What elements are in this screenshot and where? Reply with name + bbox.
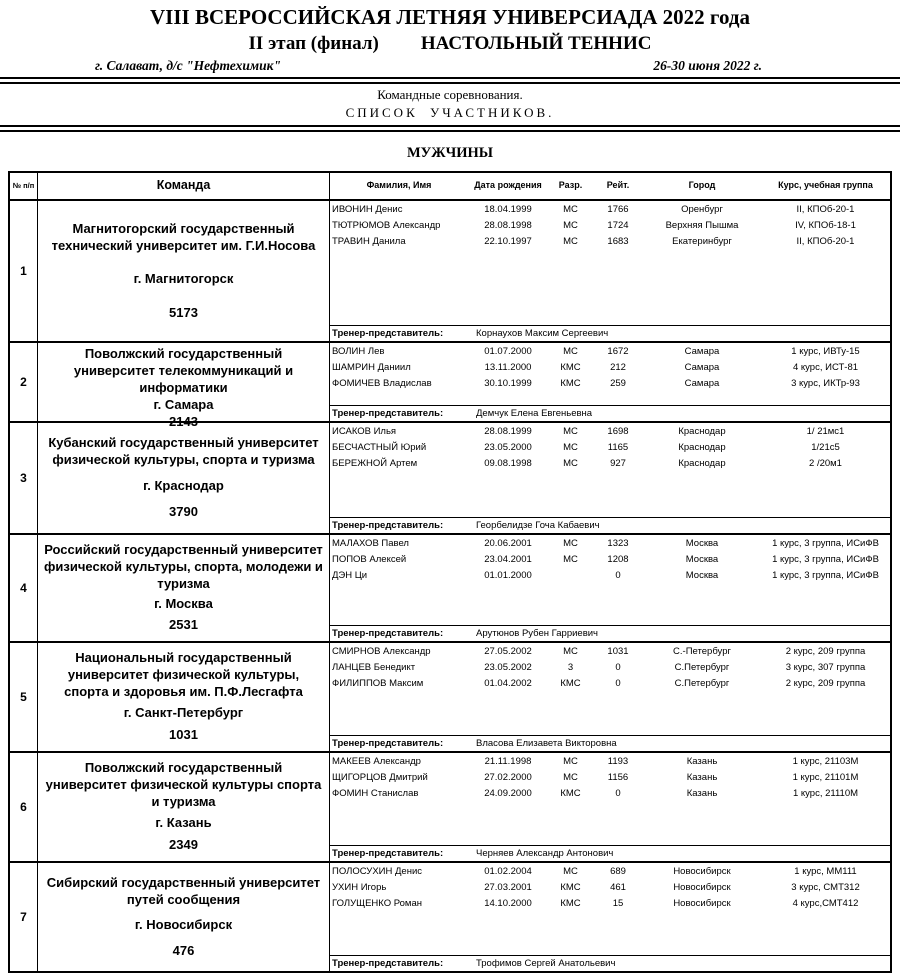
- player-city: Самара: [684, 345, 720, 357]
- team-id: 3790: [169, 504, 198, 520]
- player-name: ЩИГОРЦОВ Дмитрий: [332, 771, 428, 783]
- player-group: 4 курс, ИСТ-81: [792, 361, 859, 373]
- team-info: [38, 643, 329, 751]
- player-row: [330, 895, 890, 911]
- player-rating: 461: [610, 881, 626, 893]
- player-city: Новосибирск: [673, 865, 731, 877]
- player-city: С.Петербург: [674, 661, 730, 673]
- list-title: СПИСОК УЧАСТНИКОВ.: [345, 105, 555, 121]
- team-id: 1031: [169, 726, 198, 742]
- player-dob: 01.07.2000: [484, 345, 532, 357]
- team-info: [38, 535, 329, 641]
- team-name: Сибирский государственный университет путей сообщения: [46, 874, 321, 907]
- competition-type: Командные соревнования.: [377, 87, 523, 103]
- player-dob: 01.02.2004: [484, 865, 532, 877]
- empty-space: [330, 583, 890, 625]
- team-number: 5: [10, 643, 38, 751]
- player-rating: 1766: [607, 203, 629, 215]
- player-group: 1/21с5: [811, 441, 840, 453]
- team-id: 2349: [169, 836, 198, 852]
- team-cell: [38, 753, 330, 861]
- player-group: 2 /20м1: [809, 457, 842, 469]
- trainer-row: [330, 325, 890, 341]
- venue-text: г. Салават, д/с "Нефтехимик": [95, 58, 281, 74]
- player-city: Краснодар: [678, 457, 726, 469]
- player-rank: МС: [563, 235, 578, 247]
- team-id: 2143: [169, 413, 198, 429]
- player-rank: МС: [563, 755, 578, 767]
- team-info: [38, 863, 329, 971]
- player-rank: МС: [563, 203, 578, 215]
- trainer-row: [330, 955, 890, 971]
- col-header-rank: Разр.: [558, 180, 583, 191]
- player-city: Верхняя Пышма: [665, 219, 739, 231]
- team-city: г. Москва: [154, 596, 213, 612]
- player-rating: 0: [615, 677, 621, 689]
- empty-space: [330, 691, 890, 735]
- player-rating: 259: [610, 377, 626, 389]
- player-name: ДЭН Ци: [332, 569, 368, 581]
- player-dob: 01.01.2000: [484, 569, 532, 581]
- team-number: 4: [10, 535, 38, 641]
- player-row: [330, 535, 890, 551]
- player-row: [330, 785, 890, 801]
- team-row: [10, 641, 890, 751]
- player-city: Самара: [684, 361, 720, 373]
- player-dob: 13.11.2000: [484, 361, 532, 373]
- team-row: [10, 533, 890, 641]
- col-header-name: Фамилия, Имя: [366, 180, 432, 191]
- player-dob: 23.05.2000: [484, 441, 532, 453]
- team-row: [10, 421, 890, 533]
- empty-space: [330, 801, 890, 845]
- player-rank: МС: [563, 345, 578, 357]
- empty-space: [330, 471, 890, 517]
- player-name: УХИН Игорь: [332, 881, 387, 893]
- team-row: [10, 861, 890, 971]
- trainer-label: Тренер-представитель:: [332, 848, 444, 860]
- player-name: ШАМРИН Даниил: [332, 361, 411, 373]
- player-group: IV, КПОб-18-1: [795, 219, 856, 231]
- section-title-men: МУЖЧИНЫ: [406, 145, 494, 162]
- participants-table: [8, 171, 892, 973]
- player-rating: 927: [610, 457, 626, 469]
- venue-line: [0, 56, 900, 77]
- player-row: [330, 567, 890, 583]
- team-city: г. Краснодар: [143, 478, 224, 494]
- player-name: ИВОНИН Денис: [332, 203, 403, 215]
- player-rank: МС: [563, 219, 578, 231]
- team-players-zone: [330, 535, 890, 641]
- player-city: Москва: [685, 569, 719, 581]
- team-players-zone: [330, 863, 890, 971]
- player-name: ВОЛИН Лев: [332, 345, 385, 357]
- player-city: Новосибирск: [673, 897, 731, 909]
- player-rank: МС: [563, 457, 578, 469]
- player-dob: 20.06.2001: [484, 537, 532, 549]
- player-row: [330, 455, 890, 471]
- trainer-name: Георбелидзе Гоча Кабаевич: [476, 520, 600, 532]
- team-name: Национальный государственный университет физической культуры, спорта и здоровья им. П.Ф.Лесгафта: [64, 650, 303, 700]
- player-rank: МС: [563, 537, 578, 549]
- player-name: ФИЛИППОВ Максим: [332, 677, 424, 689]
- player-dob: 27.05.2002: [484, 645, 532, 657]
- stage-label: II этап (финал): [248, 33, 379, 55]
- trainer-name: Черняев Александр Антонович: [476, 848, 614, 860]
- player-group: 2 курс, 209 группа: [785, 677, 866, 689]
- trainer-name: Власова Елизавета Викторовна: [476, 738, 617, 750]
- player-dob: 27.03.2001: [484, 881, 532, 893]
- player-rank: КМС: [560, 677, 581, 689]
- player-group: 3 курс, СМТ312: [791, 881, 860, 893]
- player-row: [330, 753, 890, 769]
- player-city: Новосибирск: [673, 881, 731, 893]
- trainer-label: Тренер-представитель:: [332, 628, 444, 640]
- col-header-city: Город: [688, 180, 716, 191]
- player-rating: 1672: [607, 345, 629, 357]
- player-city: Казань: [686, 771, 718, 783]
- player-dob: 28.08.1999: [484, 425, 532, 437]
- player-dob: 30.10.1999: [484, 377, 532, 389]
- trainer-name: Трофимов Сергей Анатольевич: [476, 958, 616, 970]
- player-row: [330, 551, 890, 567]
- col-header-number: № п/п: [10, 173, 38, 199]
- divider-bottom: [0, 125, 900, 132]
- team-name: Российский государственный университет физической культуры, спорта, молодежи и туризма: [44, 541, 323, 591]
- team-id: 2531: [169, 617, 198, 633]
- player-group: 1 курс, 21101М: [792, 771, 859, 783]
- team-name: Магнитогорский государственный технический университет им. Г.И.Носова: [51, 220, 316, 253]
- trainer-label: Тренер-представитель:: [332, 520, 444, 532]
- player-rating: 0: [615, 569, 621, 581]
- player-city: Москва: [685, 553, 719, 565]
- player-name: ТЮТРЮМОВ Александр: [332, 219, 441, 231]
- player-rating: 689: [610, 865, 626, 877]
- player-group: 3 курс, 307 группа: [785, 661, 866, 673]
- player-city: Москва: [685, 537, 719, 549]
- player-name: ЛАНЦЕВ Бенедикт: [332, 661, 416, 673]
- player-row: [330, 439, 890, 455]
- empty-space: [330, 249, 890, 325]
- team-id: 5173: [169, 304, 198, 320]
- dates-text: 26-30 июня 2022 г.: [653, 58, 762, 74]
- player-city: Самара: [684, 377, 720, 389]
- player-rank: МС: [563, 771, 578, 783]
- team-city: г. Новосибирск: [134, 917, 233, 933]
- player-row: [330, 675, 890, 691]
- team-city: г. Самара: [153, 396, 214, 412]
- player-row: [330, 201, 890, 217]
- divider-top: [0, 77, 900, 84]
- team-row: [10, 201, 890, 341]
- player-name: ФОМИЧЕВ Владислав: [332, 377, 432, 389]
- trainer-label: Тренер-представитель:: [332, 738, 444, 750]
- trainer-label: Тренер-представитель:: [332, 958, 444, 970]
- team-info: [38, 423, 329, 533]
- player-dob: 24.09.2000: [484, 787, 532, 799]
- table-header-row: [10, 173, 890, 201]
- player-dob: 09.08.1998: [484, 457, 532, 469]
- player-name: ПОЛОСУХИН Денис: [332, 865, 422, 877]
- team-info: [38, 201, 329, 341]
- player-row: [330, 863, 890, 879]
- player-city: С.-Петербург: [673, 645, 731, 657]
- player-rating: 212: [610, 361, 626, 373]
- team-players-zone: [330, 201, 890, 341]
- team-number: 7: [10, 863, 38, 971]
- player-rank: МС: [563, 425, 578, 437]
- team-cell: [38, 423, 330, 533]
- player-row: [330, 359, 890, 375]
- team-name: Кубанский государственный университет физической культуры, спорта и туризма: [48, 435, 319, 468]
- player-dob: 21.11.1998: [484, 755, 532, 767]
- team-number: 2: [10, 343, 38, 421]
- player-name: ГОЛУЩЕНКО Роман: [332, 897, 422, 909]
- player-rating: 1698: [607, 425, 629, 437]
- player-rank: КМС: [560, 377, 581, 389]
- team-name: Поволжский государственный университет телекоммуникаций и информатики: [73, 346, 294, 395]
- player-group: 4 курс,СМТ412: [792, 897, 859, 909]
- player-group: 1 курс, ИВТу-15: [791, 345, 860, 357]
- team-info: [38, 753, 329, 861]
- team-players-zone: [330, 343, 890, 421]
- col-header-team: Команда: [38, 173, 330, 199]
- document-title: VIII ВСЕРОССИЙСКАЯ ЛЕТНЯЯ УНИВЕРСИАДА 2022 года: [150, 5, 750, 29]
- team-number: 6: [10, 753, 38, 861]
- player-city: Казань: [686, 755, 718, 767]
- team-players-zone: [330, 423, 890, 533]
- player-dob: 01.04.2002: [484, 677, 532, 689]
- player-group: II, КПОб-20-1: [796, 235, 855, 247]
- player-rank: МС: [563, 441, 578, 453]
- team-city: г. Магнитогорск: [133, 271, 234, 287]
- player-row: [330, 233, 890, 249]
- player-rank: КМС: [560, 881, 581, 893]
- player-group: 1 курс, 3 группа, ИСиФВ: [772, 553, 879, 565]
- trainer-row: [330, 845, 890, 861]
- player-group: 1 курс, ММ111: [794, 865, 857, 877]
- player-dob: 18.04.1999: [484, 203, 532, 215]
- player-name: СМИРНОВ Александр: [332, 645, 431, 657]
- player-dob: 22.10.1997: [484, 235, 532, 247]
- player-rating: 1156: [607, 771, 629, 783]
- player-dob: 23.05.2002: [484, 661, 532, 673]
- team-players-zone: [330, 643, 890, 751]
- player-name: МАКЕЕВ Александр: [332, 755, 421, 767]
- trainer-row: [330, 517, 890, 533]
- player-city: Казань: [686, 787, 718, 799]
- player-name: ФОМИН Станислав: [332, 787, 419, 799]
- player-row: [330, 643, 890, 659]
- player-group: 1 курс, 21110М: [792, 787, 859, 799]
- document-subtitle: [0, 33, 900, 56]
- player-rating: 1724: [607, 219, 629, 231]
- player-group: 1/ 21мс1: [806, 425, 845, 437]
- player-rating: 0: [615, 661, 621, 673]
- player-rating: 1323: [607, 537, 629, 549]
- player-city: Краснодар: [678, 441, 726, 453]
- team-cell: [38, 535, 330, 641]
- player-city: Краснодар: [678, 425, 726, 437]
- player-city: Екатеринбург: [672, 235, 732, 247]
- player-rating: 1165: [607, 441, 629, 453]
- player-row: [330, 769, 890, 785]
- trainer-label: Тренер-представитель:: [332, 328, 444, 340]
- player-name: БЕСЧАСТНЫЙ Юрий: [332, 441, 427, 453]
- team-name: Поволжский государственный университет физической культуры спорта и туризма: [45, 760, 322, 810]
- player-group: 1 курс, 3 группа, ИСиФВ: [772, 537, 879, 549]
- player-rating: 1193: [607, 755, 629, 767]
- player-rank: МС: [563, 553, 578, 565]
- team-row: [10, 341, 890, 429]
- player-rating: 0: [615, 787, 621, 799]
- player-row: [330, 879, 890, 895]
- player-dob: 14.10.2000: [484, 897, 532, 909]
- trainer-name: Демчук Елена Евгеньевна: [476, 408, 593, 420]
- player-rank: 3: [567, 661, 574, 673]
- team-info: [38, 343, 329, 429]
- player-group: 3 курс, ИКТр-93: [791, 377, 860, 389]
- trainer-name: Арутюнов Рубен Гарриевич: [476, 628, 599, 640]
- player-row: [330, 423, 890, 439]
- sport-label: НАСТОЛЬНЫЙ ТЕННИС: [420, 33, 652, 55]
- trainer-name: Корнаухов Максим Сергеевич: [476, 328, 609, 340]
- player-rank: КМС: [560, 361, 581, 373]
- col-header-dob: Дата рождения: [474, 180, 542, 191]
- team-number: 1: [10, 201, 38, 341]
- team-players-zone: [330, 753, 890, 861]
- team-city: г. Казань: [155, 815, 212, 831]
- player-name: БЕРЕЖНОЙ Артем: [332, 457, 418, 469]
- player-row: [330, 659, 890, 675]
- player-rating: 1208: [607, 553, 629, 565]
- player-name: МАЛАХОВ Павел: [332, 537, 409, 549]
- player-city: С.Петербург: [674, 677, 730, 689]
- player-dob: 27.02.2000: [484, 771, 532, 783]
- player-rating: 15: [612, 897, 624, 909]
- table-body: [10, 201, 890, 971]
- player-row: [330, 375, 890, 391]
- team-number: 3: [10, 423, 38, 533]
- player-rating: 1031: [607, 645, 629, 657]
- trainer-row: [330, 405, 890, 421]
- trainer-label: Тренер-представитель:: [332, 408, 444, 420]
- col-header-group: Курс, учебная группа: [778, 180, 873, 191]
- player-row: [330, 217, 890, 233]
- empty-space: [330, 391, 890, 405]
- player-name: ИСАКОВ Илья: [332, 425, 397, 437]
- player-dob: 28.08.1998: [484, 219, 532, 231]
- team-city: г. Санкт-Петербург: [123, 705, 244, 721]
- player-name: ТРАВИН Данила: [332, 235, 406, 247]
- empty-space: [330, 911, 890, 955]
- player-rank: МС: [563, 645, 578, 657]
- trainer-row: [330, 625, 890, 641]
- player-city: Оренбург: [681, 203, 723, 215]
- document-header: [0, 0, 900, 162]
- col-header-rating: Рейт.: [606, 180, 630, 191]
- player-name: ПОПОВ Алексей: [332, 553, 407, 565]
- player-rank: МС: [563, 865, 578, 877]
- team-cell: [38, 343, 330, 429]
- player-rank: КМС: [560, 787, 581, 799]
- player-group: 1 курс, 21103М: [792, 755, 859, 767]
- player-rating: 1683: [607, 235, 629, 247]
- team-cell: [38, 643, 330, 751]
- player-group: II, КПОб-20-1: [796, 203, 855, 215]
- player-group: 1 курс, 3 группа, ИСиФВ: [772, 569, 879, 581]
- player-group: 2 курс, 209 группа: [785, 645, 866, 657]
- team-row: [10, 751, 890, 861]
- player-dob: 23.04.2001: [484, 553, 532, 565]
- player-rank: КМС: [560, 897, 581, 909]
- team-cell: [38, 201, 330, 341]
- team-id: 476: [172, 942, 195, 958]
- player-row: [330, 343, 890, 359]
- team-cell: [38, 863, 330, 971]
- trainer-row: [330, 735, 890, 751]
